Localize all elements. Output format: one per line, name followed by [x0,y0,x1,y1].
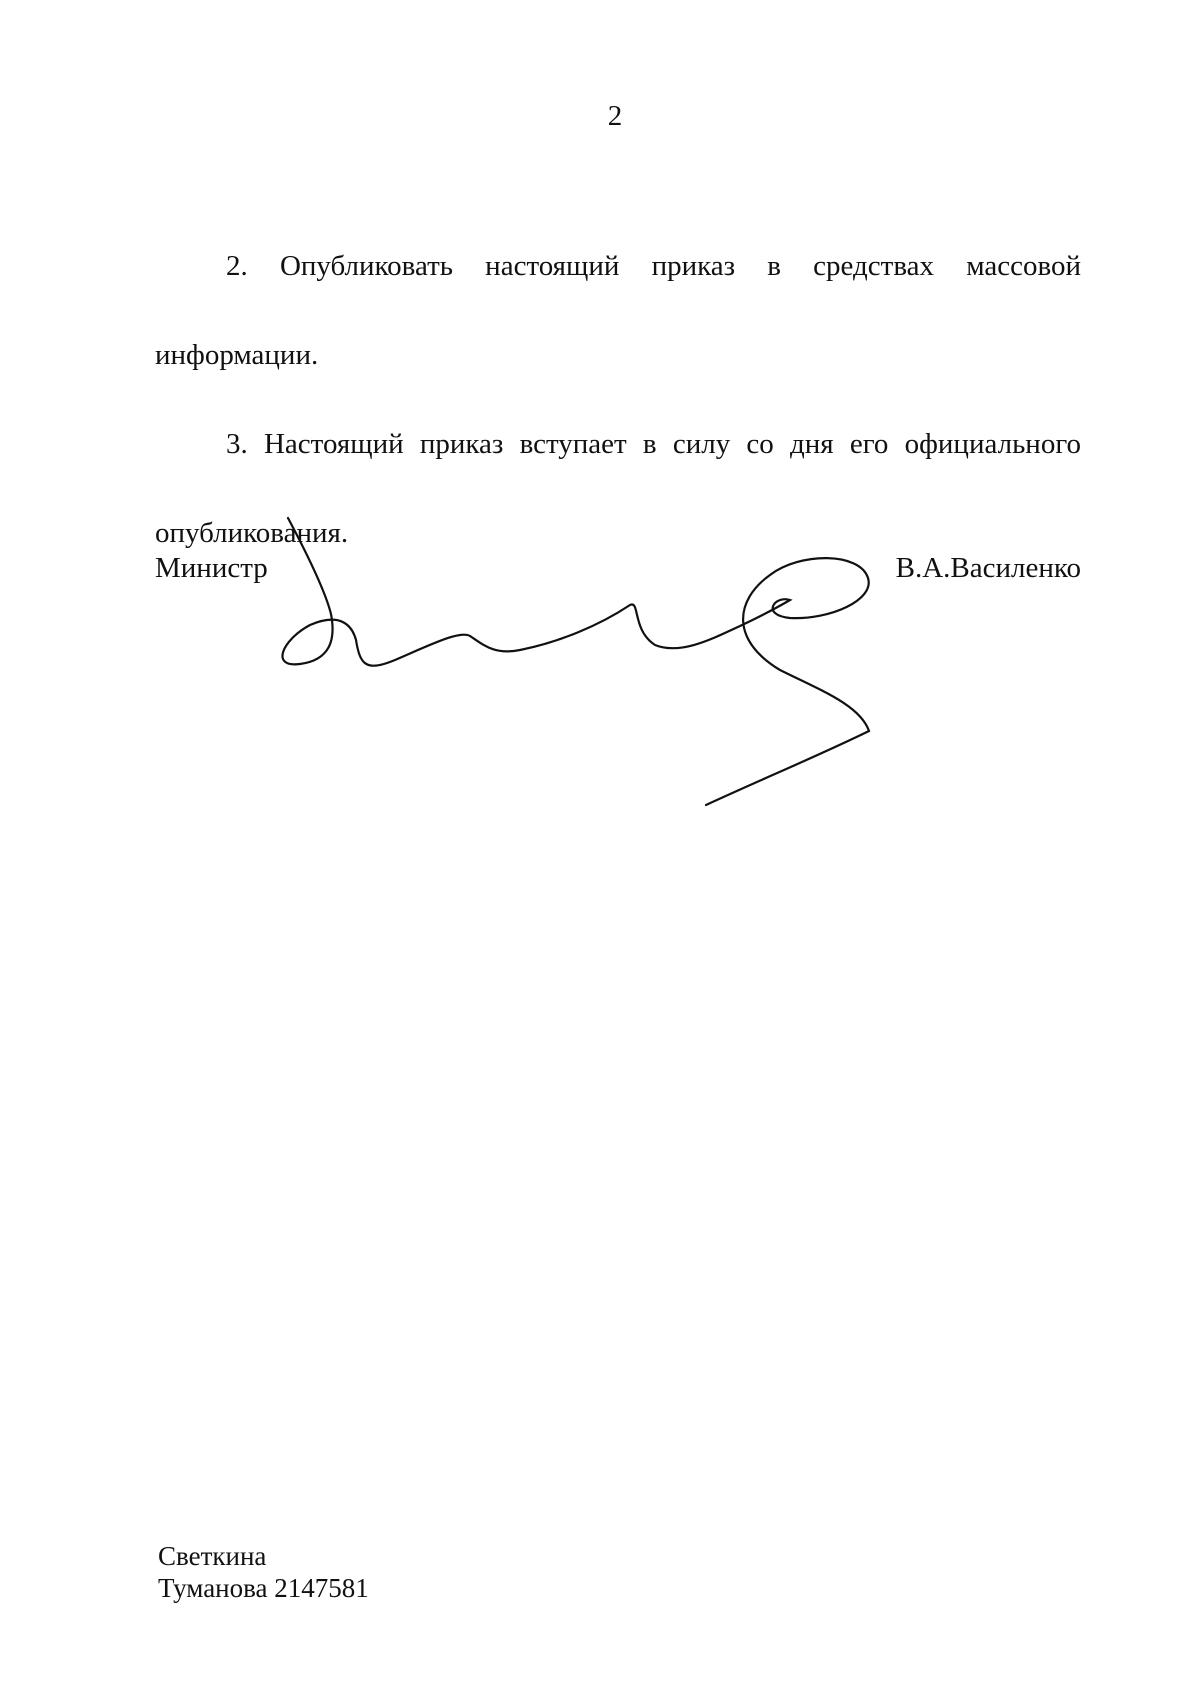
footer-executor: Светкина [158,1541,267,1571]
signature-stroke [282,518,869,805]
page-number: 2 [607,100,623,132]
paragraph-3-line-1: 3. Настоящий приказ вступает в силу со дня его официального [226,428,1081,460]
paragraph-2-line-1: 2. Опубликовать настоящий приказ в средствах массовой [226,250,1081,282]
paragraph-2-line-2: информации. [155,339,319,371]
paragraph-3-line-2: опубликования. [155,517,349,549]
signatory-title: Министр [155,552,268,584]
signatory-name: В.А.Василенко [895,552,1081,584]
footer-contact: Туманова 2147581 [158,1573,369,1603]
